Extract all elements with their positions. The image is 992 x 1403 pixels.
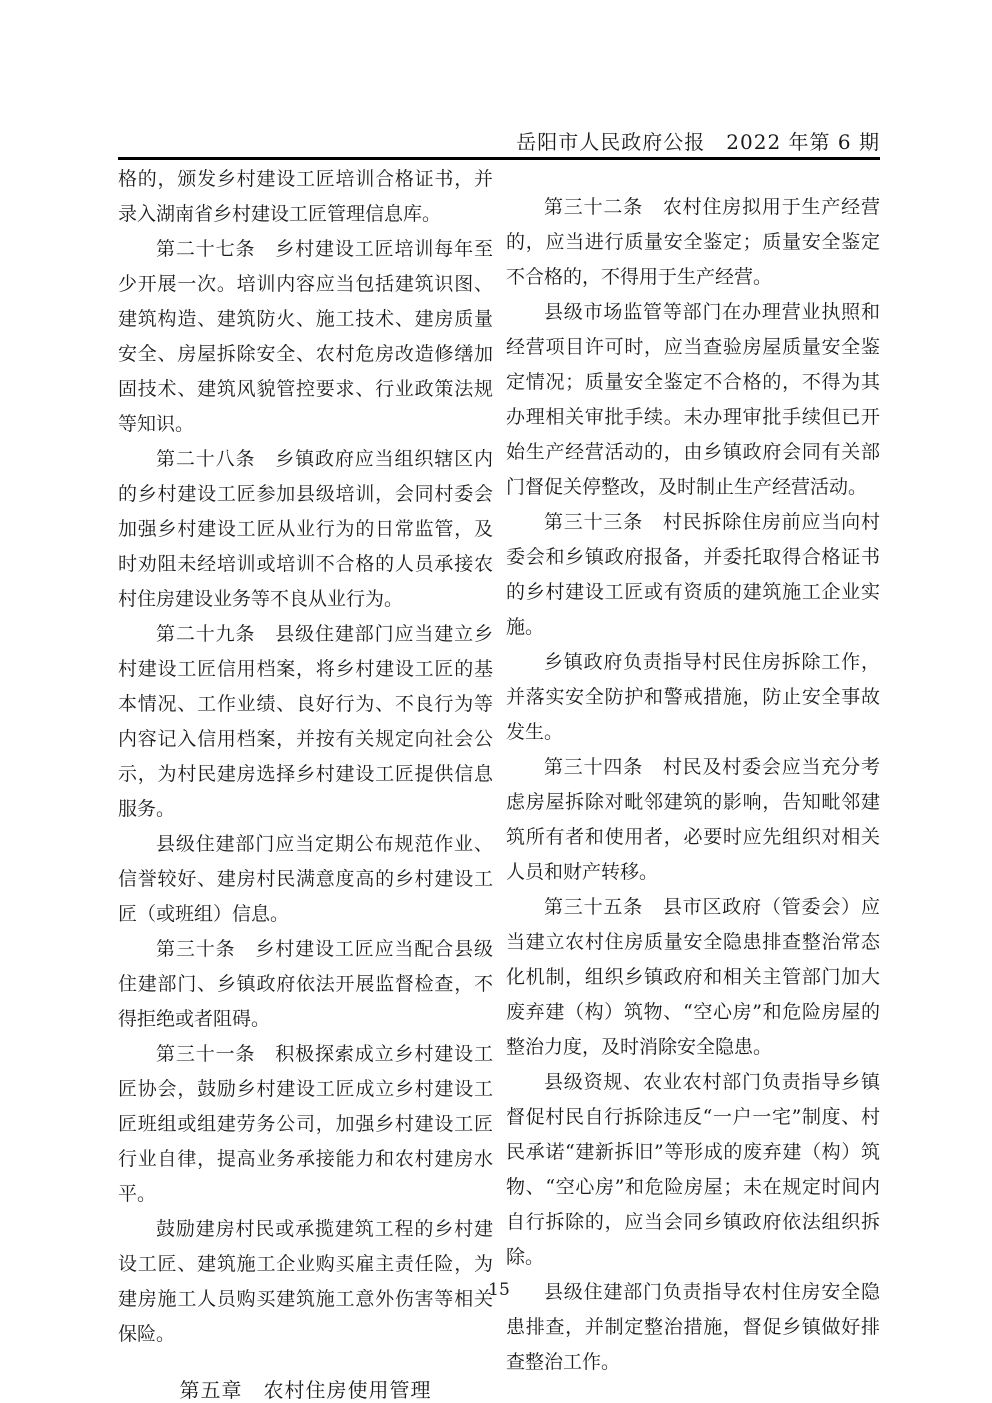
header-divider-rule (118, 157, 880, 160)
paragraph-article-29-2: 县级住建部门应当定期公布规范作业、信誉较好、建房村民满意度高的乡村建设工匠（或班组）信息。 (118, 833, 493, 925)
paragraph-article-34: 第三十四条 村民及村委会应当充分考虑房屋拆除对毗邻建筑的影响，告知毗邻建筑所有者和使用者，必要时应先组织对相关人员和财产转移。 (506, 756, 880, 883)
paragraph-article-32: 第三十二条 农村住房拟用于生产经营的，应当进行质量安全鉴定；质量安全鉴定不合格的，不得用于生产经营。 (506, 196, 880, 288)
paragraph-article-27: 第二十七条 乡村建设工匠培训每年至少开展一次。培训内容应当包括建筑识图、建筑构造、建筑防火、施工技术、建房质量安全、房屋拆除安全、农村危房改造修缮加固技术、建筑风貌管控要求、行业政策法规等知识。 (118, 238, 493, 435)
paragraph-article-32-2: 县级市场监管等部门在办理营业执照和经营项目许可时，应当查验房屋质量安全鉴定情况；质量安全鉴定不合格的，不得为其办理相关审批手续。未办理审批手续但已开始生产经营活动的，由乡镇政府会同有关部门督促关停整改，及时制止生产经营活动。 (506, 301, 880, 498)
paragraph-article-35-3: 县级住建部门负责指导农村住房安全隐患排查，并制定整治措施，督促乡镇做好排查整治工作。 (506, 1281, 880, 1373)
paragraph-article-31-2: 鼓励建房村民或承揽建筑工程的乡村建设工匠、建筑施工企业购买雇主责任险，为建房施工人员购买建筑施工意外伤害等相关保险。 (118, 1218, 493, 1345)
paragraph-article-31: 第三十一条 积极探索成立乡村建设工匠协会，鼓励乡村建设工匠成立乡村建设工匠班组或组建劳务公司，加强乡村建设工匠行业自律，提高业务承接能力和农村建房水平。 (118, 1043, 493, 1205)
chapter-heading: 第五章 农村住房使用管理 (179, 1378, 432, 1402)
paragraph-article-33-2: 乡镇政府负责指导村民住房拆除工作，并落实安全防护和警戒措施，防止安全事故发生。 (506, 651, 880, 743)
paragraph-article-35-2: 县级资规、农业农村部门负责指导乡镇督促村民自行拆除违反“一户一宅”制度、村民承诺“建新拆旧”等形成的废弃建（构）筑物、“空心房”和危险房屋；未在规定时间内自行拆除的，应当会同乡镇政府依法组织拆除。 (506, 1071, 880, 1268)
left-column (118, 162, 493, 1403)
paragraph-article-30: 第三十条 乡村建设工匠应当配合县级住建部门、乡镇政府依法开展监督检查，不得拒绝或者阻碍。 (118, 938, 493, 1030)
gazette-header-title: 岳阳市人民政府公报 2022 年第 6 期 (516, 130, 880, 154)
right-column (506, 190, 880, 1380)
paragraph-article-33: 第三十三条 村民拆除住房前应当向村委会和乡镇政府报备，并委托取得合格证书的乡村建设工匠或有资质的建筑施工企业实施。 (506, 511, 880, 638)
paragraph-article-35: 第三十五条 县市区政府（管委会）应当建立农村住房质量安全隐患排查整治常态化机制，组织乡镇政府和相关主管部门加大废弃建（构）筑物、“空心房”和危险房屋的整治力度，及时消除安全隐患。 (506, 896, 880, 1058)
page-number: 15 (488, 1280, 510, 1300)
paragraph-continuation: 格的，颁发乡村建设工匠培训合格证书，并录入湖南省乡村建设工匠管理信息库。 (118, 168, 493, 225)
paragraph-article-29: 第二十九条 县级住建部门应当建立乡村建设工匠信用档案，将乡村建设工匠的基本情况、工作业绩、良好行为、不良行为等内容记入信用档案，并按有关规定向社会公示，为村民建房选择乡村建设工匠提供信息服务。 (118, 623, 493, 820)
paragraph-article-28: 第二十八条 乡镇政府应当组织辖区内的乡村建设工匠参加县级培训，会同村委会加强乡村建设工匠从业行为的日常监管，及时劝阻未经培训或培训不合格的人员承接农村住房建设业务等不良从业行为。 (118, 448, 493, 610)
